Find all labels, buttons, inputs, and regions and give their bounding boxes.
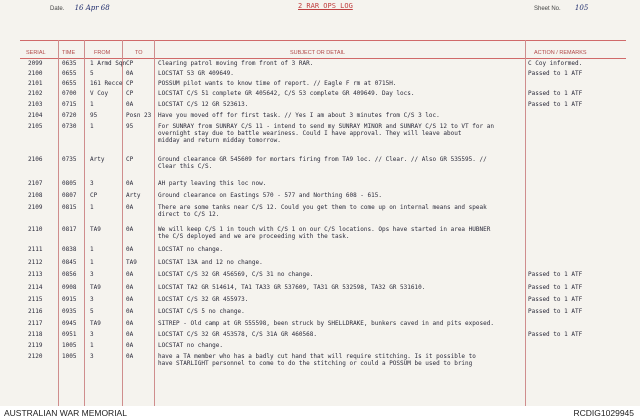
- cell-time: 0815: [62, 204, 77, 211]
- sheet-label: Sheet No.: [534, 6, 561, 12]
- column-divider: [154, 40, 155, 406]
- col-header-from: FROM: [94, 50, 111, 56]
- cell-serial: 2099: [28, 60, 43, 67]
- cell-action: C Coy informed.: [528, 60, 583, 67]
- cell-from: 1: [90, 342, 94, 349]
- cell-time: 0720: [62, 112, 77, 119]
- date-label: Date.: [50, 6, 65, 12]
- col-header-to: TO: [135, 50, 143, 56]
- cell-from: TA9: [90, 284, 101, 291]
- cell-from: 95: [90, 112, 98, 119]
- cell-serial: 2106: [28, 156, 43, 163]
- cell-to: 0A: [126, 296, 134, 303]
- cell-subject: LOCSTAT 13A and 12 no change.: [158, 259, 263, 266]
- cell-subject: LOCSTAT 53 GR 409649.: [158, 70, 234, 77]
- column-divider: [122, 40, 123, 406]
- cell-time: 0908: [62, 284, 77, 291]
- cell-time: 0817: [62, 226, 77, 233]
- cell-from: V Coy: [90, 90, 109, 97]
- cell-action: Passed to 1 ATF: [528, 284, 583, 291]
- date-value: 16 Apr 68: [74, 4, 110, 12]
- cell-time: 0935: [62, 308, 77, 315]
- cell-subject: LOCSTAT C/S 5 no change.: [158, 308, 245, 315]
- cell-serial: 2107: [28, 180, 43, 187]
- date-field: [50, 4, 110, 12]
- cell-serial: 2113: [28, 271, 43, 278]
- cell-action: Passed to 1 ATF: [528, 308, 583, 315]
- cell-subject: LOCSTAT C/S 32 GR 453578, C/S 31A GR 460568.: [158, 331, 317, 338]
- cell-from: 1: [90, 204, 94, 211]
- cell-to: Posn 23: [126, 112, 152, 119]
- cell-from: 3: [90, 271, 94, 278]
- cell-to: 0A: [126, 226, 134, 233]
- cell-subject: We will keep C/S 1 in touch with C/S 1 on our C/S locations. Ops have started in area HUBNER the C/S deployed and we are proceeding with the task.: [158, 226, 491, 240]
- cell-from: TA9: [90, 226, 101, 233]
- cell-subject: AH party leaving this loc now.: [158, 180, 267, 187]
- cell-serial: 2109: [28, 204, 43, 211]
- cell-subject: LOCSTAT C/S 32 GR 456569, C/S 31 no change.: [158, 271, 314, 278]
- cell-time: 0856: [62, 271, 77, 278]
- cell-serial: 2102: [28, 90, 43, 97]
- cell-from: 3: [90, 353, 94, 360]
- cell-subject: Ground clearance GR 545609 for mortars firing from TA9 loc. // Clear. // Also GR 535595. // Clear this C/S.: [158, 156, 487, 170]
- cell-serial: 2110: [28, 226, 43, 233]
- cell-from: Arty: [90, 156, 105, 163]
- cell-serial: 2100: [28, 70, 43, 77]
- cell-subject: LOCSTAT C/S 51 complete GR 405642, C/S 53 complete GR 409649. Day locs.: [158, 90, 415, 97]
- table-top-rule: [20, 40, 626, 41]
- cell-from: 5: [90, 308, 94, 315]
- cell-subject: LOCSTAT no change.: [158, 342, 224, 349]
- cell-serial: 2118: [28, 331, 43, 338]
- cell-time: 0945: [62, 320, 77, 327]
- cell-to: 0A: [126, 246, 134, 253]
- cell-to: 0A: [126, 70, 134, 77]
- cell-from: 1: [90, 246, 94, 253]
- cell-action: Passed to 1 ATF: [528, 331, 583, 338]
- cell-to: CP: [126, 156, 134, 163]
- cell-time: 0655: [62, 80, 77, 87]
- column-divider: [84, 40, 85, 406]
- col-header-subject: SUBJECT OR DETAIL: [290, 50, 346, 56]
- cell-from: 3: [90, 296, 94, 303]
- page-title: 2 RAR OPS LOG: [298, 2, 353, 10]
- cell-to: 0A: [126, 342, 134, 349]
- cell-to: CP: [126, 80, 134, 87]
- cell-subject: Ground clearance on Eastings 570 - 577 and Northing 608 - 615.: [158, 192, 382, 199]
- cell-to: 0A: [126, 308, 134, 315]
- cell-time: 1005: [62, 353, 77, 360]
- cell-serial: 2104: [28, 112, 43, 119]
- col-header-action: ACTION / REMARKS: [534, 50, 587, 56]
- cell-from: 1 Armd Sqn: [90, 60, 127, 67]
- cell-to: 95: [126, 123, 134, 130]
- cell-action: Passed to 1 ATF: [528, 101, 583, 108]
- sheet-value: 105: [574, 4, 589, 12]
- sheet-number-field: [534, 4, 588, 12]
- cell-time: 0805: [62, 180, 77, 187]
- cell-subject: For SUNRAY from SUNRAY C/S 11 - intend to send my SUNRAY MINOR and SUNRAY C/S 12 to VT for an overnight stay due to battle weariness. Could I have approval. They will leave about midday and return midday tomorrow.: [158, 123, 494, 144]
- col-header-serial: SERIAL: [26, 50, 46, 56]
- cell-from: 5: [90, 70, 94, 77]
- archive-credit: AUSTRALIAN WAR MEMORIAL: [4, 408, 127, 418]
- cell-serial: 2115: [28, 296, 43, 303]
- cell-from: 3: [90, 180, 94, 187]
- cell-to: 0A: [126, 271, 134, 278]
- cell-time: 0735: [62, 156, 77, 163]
- cell-to: 0A: [126, 353, 134, 360]
- cell-subject: POSSUM pilot wants to know time of report. // Eagle F rm at 0715H.: [158, 80, 397, 87]
- cell-subject: LOCSTAT C/S 32 GR 455973.: [158, 296, 249, 303]
- cell-time: 0700: [62, 90, 77, 97]
- cell-time: 0715: [62, 101, 77, 108]
- cell-from: 3: [90, 331, 94, 338]
- cell-time: 0951: [62, 331, 77, 338]
- cell-time: 0838: [62, 246, 77, 253]
- cell-serial: 2114: [28, 284, 43, 291]
- column-divider: [58, 40, 59, 406]
- cell-subject: Have you moved off for first task. // Yes I am about 3 minutes from C/S 3 loc.: [158, 112, 440, 119]
- cell-time: 0915: [62, 296, 77, 303]
- cell-to: 0A: [126, 204, 134, 211]
- cell-to: Arty: [126, 192, 141, 199]
- cell-action: Passed to 1 ATF: [528, 296, 583, 303]
- cell-to: 0A: [126, 320, 134, 327]
- table-header-rule: [20, 58, 626, 59]
- cell-serial: 2119: [28, 342, 43, 349]
- cell-to: 0A: [126, 331, 134, 338]
- cell-time: 0730: [62, 123, 77, 130]
- cell-serial: 2117: [28, 320, 43, 327]
- cell-from: 1: [90, 101, 94, 108]
- cell-time: 0655: [62, 70, 77, 77]
- cell-subject: have a TA member who has a badly cut hand that will require stitching. Is it possible to have STARLIGHT personnel to come to do the stitching or could a POSSUM be used to bring: [158, 353, 476, 367]
- cell-serial: 2103: [28, 101, 43, 108]
- cell-subject: LOCSTAT C/S 12 GR 523613.: [158, 101, 249, 108]
- cell-from: TA9: [90, 320, 101, 327]
- cell-from: 161 Recce: [90, 80, 123, 87]
- cell-to: 0A: [126, 101, 134, 108]
- cell-serial: 2101: [28, 80, 43, 87]
- cell-subject: LOCSTAT TA2 GR 514614, TA1 TA33 GR 537609, TA31 GR 532598, TA32 GR 531610.: [158, 284, 426, 291]
- cell-subject: Clearing patrol moving from front of 3 RAR.: [158, 60, 314, 67]
- cell-action: Passed to 1 ATF: [528, 70, 583, 77]
- cell-time: 0845: [62, 259, 77, 266]
- cell-to: CP: [126, 60, 134, 67]
- cell-from: 1: [90, 123, 94, 130]
- cell-action: Passed to 1 ATF: [528, 271, 583, 278]
- cell-time: 1005: [62, 342, 77, 349]
- cell-serial: 2105: [28, 123, 43, 130]
- cell-subject: SITREP - Old camp at GR 555598, been struck by SHELLDRAKE, bunkers caved in and pits exposed.: [158, 320, 494, 327]
- record-id: RCDIG1029945: [573, 408, 634, 418]
- cell-subject: LOCSTAT no change.: [158, 246, 224, 253]
- cell-action: Passed to 1 ATF: [528, 90, 583, 97]
- cell-serial: 2112: [28, 259, 43, 266]
- cell-from: CP: [90, 192, 98, 199]
- cell-to: CP: [126, 90, 134, 97]
- cell-serial: 2120: [28, 353, 43, 360]
- cell-serial: 2111: [28, 246, 43, 253]
- cell-time: 0635: [62, 60, 77, 67]
- col-header-time: TIME: [62, 50, 76, 56]
- cell-serial: 2108: [28, 192, 43, 199]
- cell-from: 1: [90, 259, 94, 266]
- cell-serial: 2116: [28, 308, 43, 315]
- cell-time: 0807: [62, 192, 77, 199]
- cell-subject: There are some tanks near C/S 12. Could you get them to come up on internal means and speak direct to C/S 12.: [158, 204, 487, 218]
- cell-to: TA9: [126, 259, 137, 266]
- cell-to: 0A: [126, 180, 134, 187]
- cell-to: 0A: [126, 284, 134, 291]
